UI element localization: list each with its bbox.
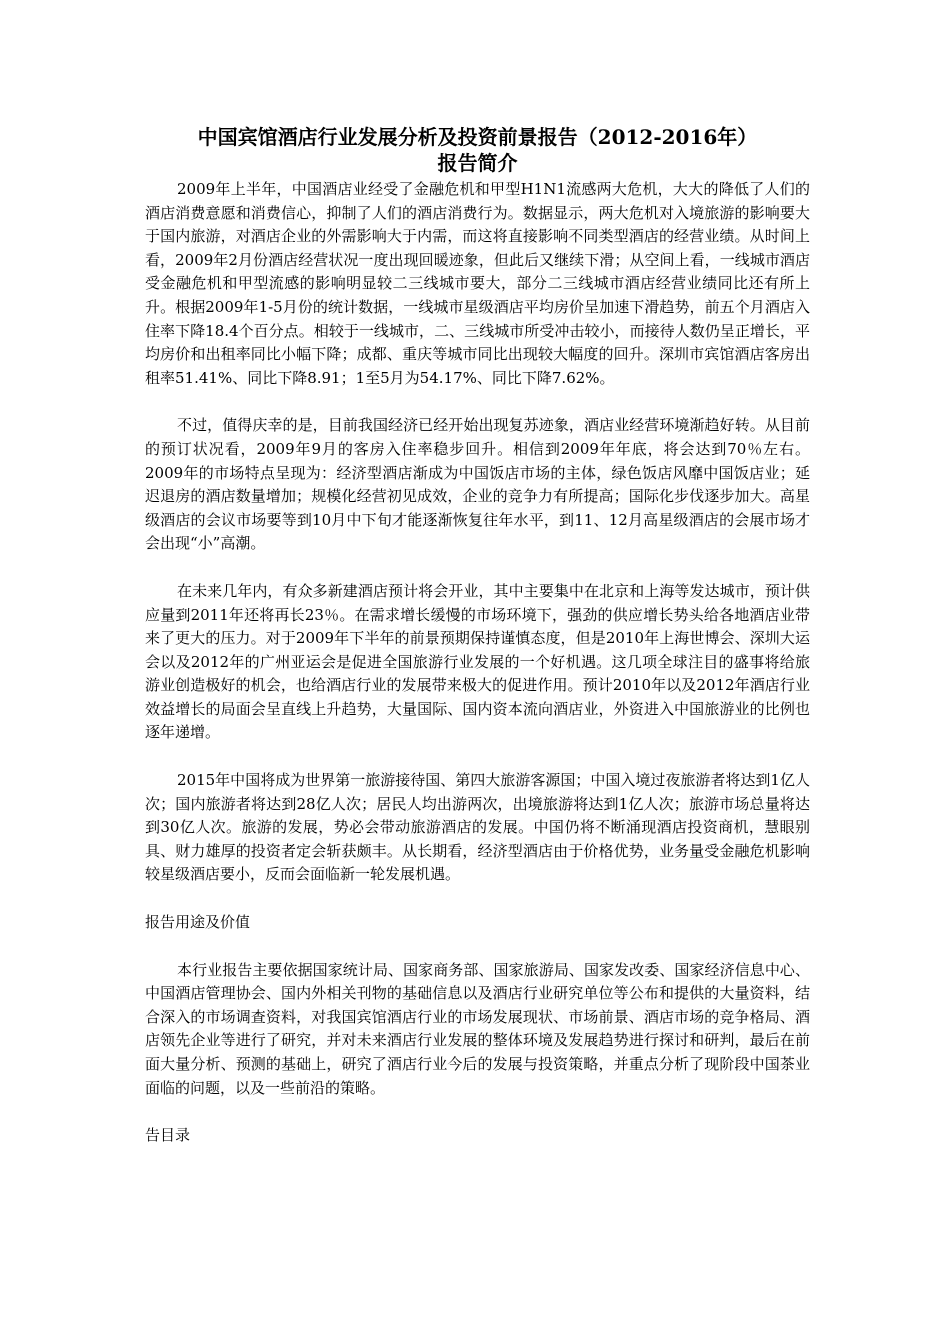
paragraph-gap bbox=[145, 1100, 810, 1124]
paragraph-1: 2009年上半年，中国酒店业经受了金融危机和甲型H1N1流感两大危机，大大的降低了人们的酒店消费意愿和消费信心，抑制了人们的酒店消费行为。数据显示，两大危机对入境旅游的影响要大于国内旅游，对酒店企业的外需影响大于内需，而这将直接影响不同类型酒店的经营业绩。从时间上看，2009年2月份酒店经营状况一度出现回暖迹象，但此后又继续下滑；从空间上看，一线城市酒店受金融危机和甲型流感的影响明显较二三线城市要大，部分二三线城市酒店经营业绩同比还有所上升。根据2009年1-5月份的统计数据，一线城市星级酒店平均房价呈加速下滑趋势，前五个月酒店入住率下降18.4个百分点。相较于一线城市，二、三线城市所受冲击较小，而接待人数仍呈正增长，平均房价和出租率同比小幅下降；成都、重庆等城市同比出现较大幅度的回升。深圳市宾馆酒店客房出租率51.41%、同比下降8.91；1至5月为54.17%、同比下降7.62%。 bbox=[145, 180, 810, 387]
paragraph-gap bbox=[145, 887, 810, 911]
document-title: 中国宾馆酒店行业发展分析及投资前景报告（2012-2016年） bbox=[197, 125, 758, 149]
document-subtitle: 报告简介 bbox=[437, 151, 518, 175]
paragraph-gap bbox=[145, 935, 810, 959]
paragraph-2: 不过，值得庆幸的是，目前我国经济已经开始出现复苏迹象，酒店业经营环境渐趋好转。从目前的预订状况看，2009年9月的客房入住率稳步回升。相信到2009年年底，将会达到70％左右。2009年的市场特点呈现为：经济型酒店渐成为中国饭店市场的主体，绿色饭店风靡中国饭店业；延迟退房的酒店数量增加；规模化经营初见成效，企业的竞争力有所提高；国际化步伐逐步加大。高星级酒店的会议市场要等到10月中下旬才能逐渐恢复往年水平，到11、12月高星级酒店的会展市场才会出现“小”高潮。 bbox=[145, 416, 810, 553]
paragraph-gap bbox=[145, 390, 810, 414]
paragraph-4: 2015年中国将成为世界第一旅游接待国、第四大旅游客源国；中国入境过夜旅游者将达到1亿人次；国内旅游者将达到28亿人次；居民人均出游两次，出境旅游将达到1亿人次；旅游市场总量将达到30亿人次。旅游的发展，势必会带动旅游酒店的发展。中国仍将不断涌现酒店投资商机，慧眼别具、财力雄厚的投资者定会斩获颇丰。从长期看，经济型酒店由于价格优势，业务量受金融危机影响较星级酒店要小，反而会面临新一轮发展机遇。 bbox=[145, 771, 810, 884]
section-heading: 报告用途及价值 bbox=[145, 913, 251, 932]
section-paragraph: 本行业报告主要依据国家统计局、国家商务部、国家旅游局、国家发改委、国家经济信息中心、中国酒店管理协会、国内外相关刊物的基础信息以及酒店行业研究单位等公布和提供的大量资料，结合深入的市场调查资料，对我国宾馆酒店行业的市场发展现状、市场前景、酒店市场的竞争格局、酒店领先企业等进行了研究，并对未来酒店行业发展的整体环境及发展趋势进行探讨和研判，最后在前面大量分析、预测的基础上，研究了酒店行业今后的发展与投资策略，并重点分析了现阶段中国茶业面临的问题，以及一些前沿的策略。 bbox=[145, 960, 810, 1097]
toc-heading: 告目录 bbox=[145, 1126, 191, 1145]
paragraph-3: 在未来几年内，有众多新建酒店预计将会开业，其中主要集中在北京和上海等发达城市，预计供应量到2011年还将再长23％。在需求增长缓慢的市场环境下，强劲的供应增长势头给各地酒店业带来了更大的压力。对于2009年下半年的前景预期保持谨慎态度，但是2010年上海世博会、深圳大运会以及2012年的广州亚运会是促进全国旅游行业发展的一个好机遇。这几项全球注目的盛事将给旅游业创造极好的机会，也给酒店行业的发展带来极大的促进作用。预计2010年以及2012年酒店行业效益增长的局面会呈直线上升趋势，大量国际、国内资本流向酒店业，外资进入中国旅游业的比例也逐年递增。 bbox=[145, 581, 810, 742]
paragraph-gap bbox=[145, 556, 810, 580]
paragraph-gap bbox=[145, 745, 810, 769]
document-page bbox=[145, 124, 810, 1148]
